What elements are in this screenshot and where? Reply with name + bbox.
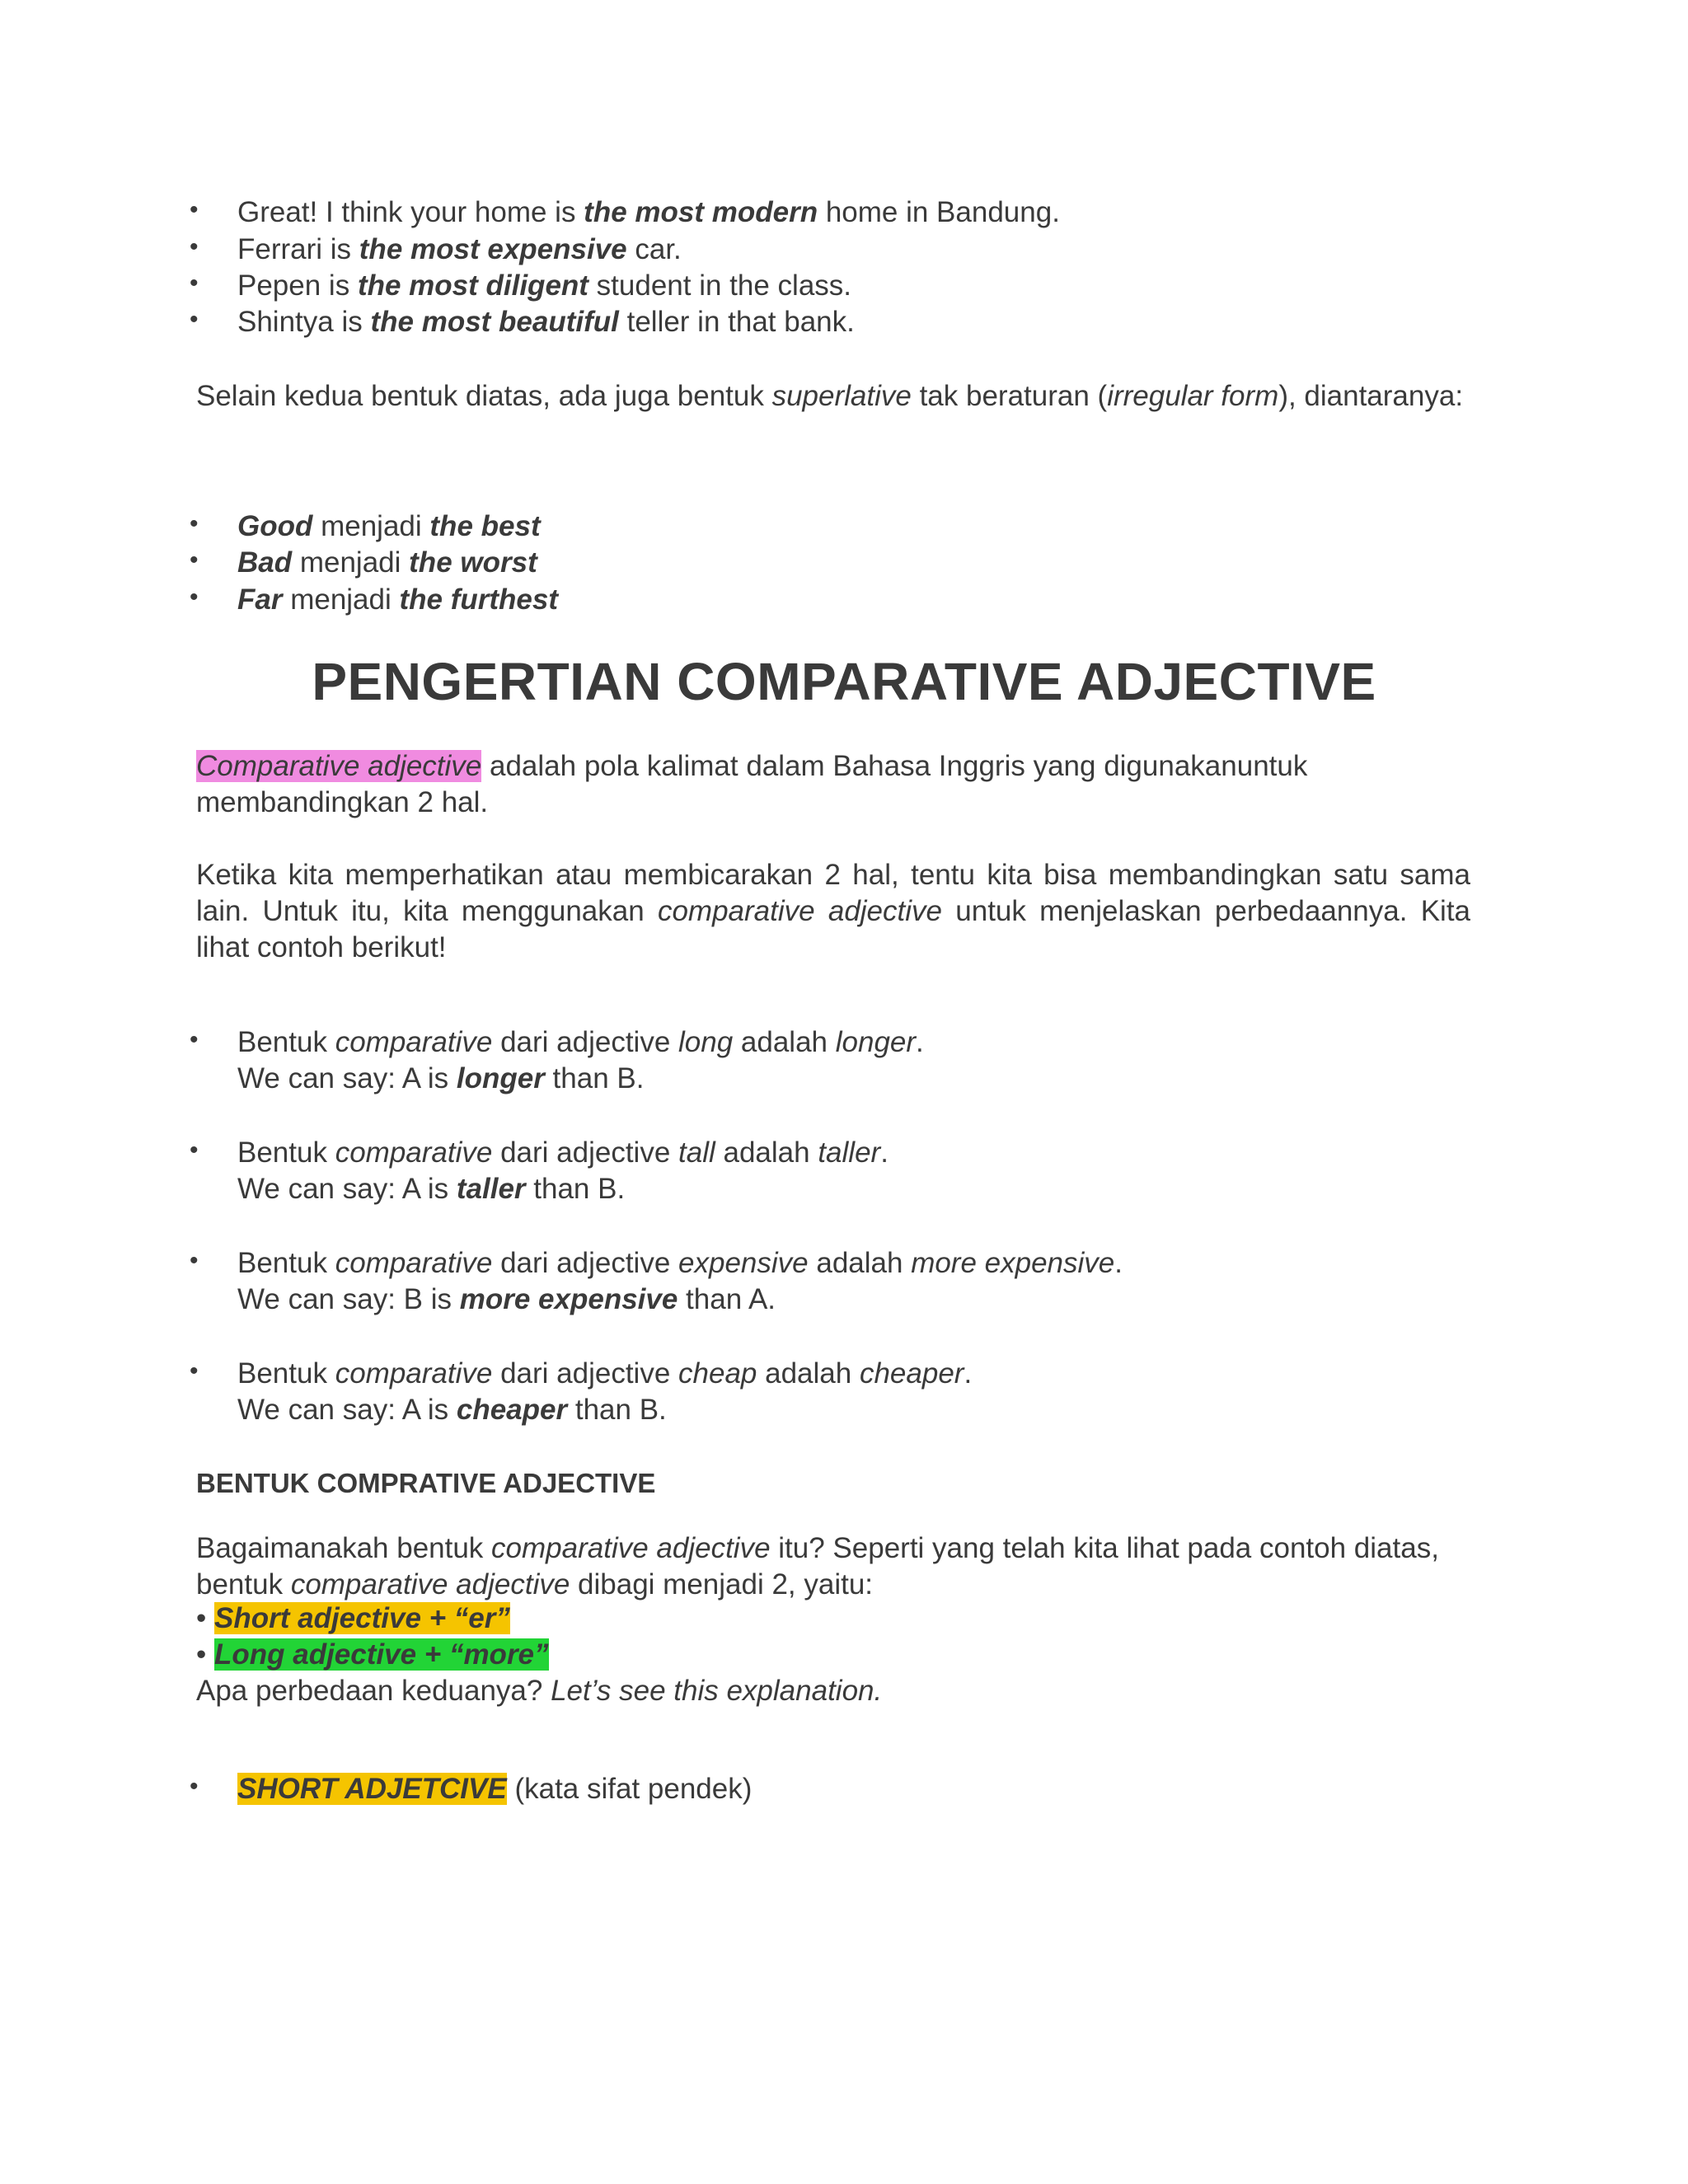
bullet: • <box>190 1026 199 1053</box>
definition-paragraph: Comparative adjective adalah pola kalimat dalam Bahasa Inggris yang digunakanuntuk membandingkan 2 hal. <box>196 750 1308 818</box>
bullet: • <box>190 510 199 537</box>
bullet: • <box>190 269 199 297</box>
highlighted-short-heading: SHORT ADJETCIVE <box>237 1773 507 1805</box>
section-title: PENGERTIAN COMPARATIVE ADJECTIVE <box>312 652 1376 711</box>
highlighted-form-long: Long adjective + “more” <box>214 1638 549 1671</box>
bullet: • <box>190 196 199 223</box>
bullet: • <box>190 306 199 333</box>
explanation-paragraph: Ketika kita memperhatikan atau membicarakan 2 hal, tentu kita bisa membandingkan satu sama lain. Untuk itu, kita menggunakan comparative adjective untuk menjelaskan perbedaannya. Kita lihat contoh berikut! <box>196 859 1471 963</box>
bullet: • <box>190 233 199 260</box>
document-page: • Great! I think your home is the most modern home in Bandung. • Ferrari is the most expensive car. • Pepen is the most diligent student in the class. • Shintya is the most beautiful teller in that bank. Selain kedua bentuk diatas, ada juga bentuk superlative tak beraturan (irregular form), diantaranya: • Good menjadi the best • Bad menjadi the worst • Far menjadi the furthest PENGERTIAN COMPARATIVE ADJECTIVE Comparative adjective adalah pola kalimat dalam Bahasa Inggris yang digunakanuntuk membandingkan 2 hal. Ketika kita memperhatikan atau membicarakan 2 hal, tentu kita bisa membandingkan satu sama lain. Untuk itu, kita menggunakan comparative adjective untuk menjelaskan perbedaannya. Kita lihat contoh berikut! • Bentuk comparative dari adjective long adalah longer. We can say: A is longer than B. • Bentuk comparative dari adjective tall adalah taller. We can say: A is taller than B. • Bentuk comparative dari adjective expensive adalah more expensive. We can say: B is more expensive than A. • Bentuk comparative dari adjective cheap adalah cheaper. We can say: A is cheaper than B. BENTUK COMPRATIVE ADJECTIVE Bagaimanakah bentuk comparative adjective itu? Seperti yang telah kita lihat pada contoh diatas, bentuk comparative adjective dibagi menjadi 2, yaitu: • Short adjective + “er” • Long adjective + “more” Apa perbedaan keduanya? Let’s see this explanation. • SHORT ADJETCIVE (kata sifat pendek) <box>0 0 1688 2184</box>
highlighted-form-short: Short adjective + “er” <box>214 1602 510 1634</box>
bullet: • <box>190 546 199 574</box>
bullet: • <box>190 1137 199 1164</box>
irregular-intro-paragraph: Selain kedua bentuk diatas, ada juga bentuk superlative tak beraturan (irregular form), diantaranya: <box>196 380 1464 412</box>
example-sentence: We can say: A is longer than B. <box>237 1062 645 1094</box>
bullet: • <box>190 1773 199 1800</box>
subheading: BENTUK COMPRATIVE ADJECTIVE <box>196 1468 656 1498</box>
form-long-line: • Long adjective + “more” <box>196 1638 549 1671</box>
example-sentence: We can say: A is cheaper than B. <box>237 1394 667 1426</box>
bullet: • <box>190 1357 199 1385</box>
example-sentence: We can say: B is more expensive than A. <box>237 1283 776 1315</box>
example-sentence: We can say: A is taller than B. <box>237 1173 626 1205</box>
bullet: • <box>190 1247 199 1274</box>
question-line: Apa perbedaan keduanya? Let’s see this explanation. <box>196 1675 883 1707</box>
bullet: • <box>190 583 199 611</box>
highlighted-term: Comparative adjective <box>196 750 482 782</box>
form-short-line: • Short adjective + “er” <box>196 1602 510 1634</box>
forms-intro-paragraph: Bagaimanakah bentuk comparative adjective itu? Seperti yang telah kita lihat pada contoh diatas, bentuk comparative adjective dibagi menjadi 2, yaitu: <box>196 1532 1439 1601</box>
